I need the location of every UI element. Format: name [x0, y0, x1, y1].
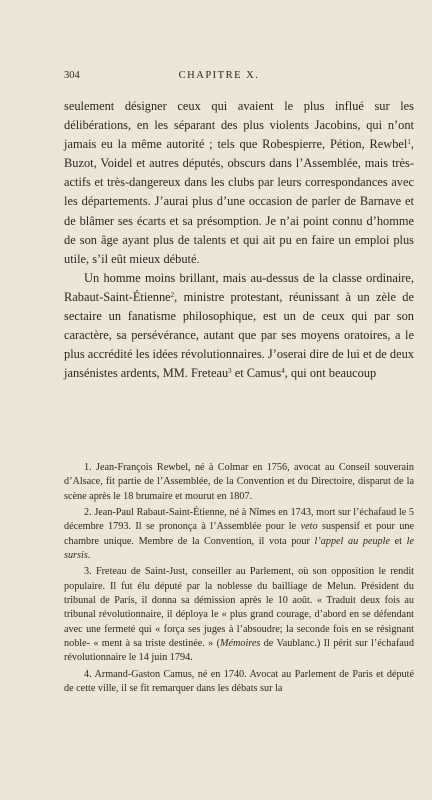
main-text: [64, 97, 414, 383]
footnote-3-text: 3. Freteau de Saint-Just, conseiller au Parlement, où son opposition le rendit populaire. Il fut élu député par la noblesse du bailliage de Melun. Président du tribunal de Paris, il donna sa démission après le 10 août. « Traduit deux fois au tribunal révolutionnaire, il déploya le « plus grand courage, d’abord en se défendant avec une fermeté qui « força ses juges à l’absoudre; la seconde fois en se résignant noble- « ment à sa triste destinée. » (: [64, 566, 414, 650]
footnote-2: [64, 506, 414, 563]
footnote-ref-3: 3: [228, 367, 232, 376]
footnote-ref-1: 1: [407, 138, 411, 147]
chapter-title: CHAPITRE X.: [178, 70, 260, 81]
paragraph-2: [64, 269, 414, 384]
footnote-2-text: 2. Jean-Paul Rabaut-Saint-Étienne, né à Nîmes en 1743, mort sur l’échafaud le 5 décembre 1793. Il se prononça à l’Assemblée pour le: [64, 507, 414, 533]
paragraph-2-text-cont: , ministre protestant, réunissant à un zèle de sectaire un fanatisme philosophique, est un de ceux qui par son caractère, sa persévérance, autant que par ses moyens oratoires, a le plus accrédité les idées révolutionnaires. J’oserai dire de lui et de deux jansénistes ardents, MM. Freteau: [64, 289, 414, 381]
footnote-3-italic-memoires: Mémoires: [219, 638, 261, 650]
footnote-2-text-end: .: [87, 550, 91, 562]
page-number: 304: [64, 70, 80, 81]
footnote-1: 1. Jean-François Rewbel, né à Colmar en 1756, avocat au Conseil souverain d’Alsace, fit partie de l’Assemblée, de la Convention et du Directoire, disparut de la scène après le 18 brumaire et mourut en 1807.: [64, 462, 414, 502]
footnote-ref-4: 4: [281, 367, 285, 376]
footnote-3: [64, 565, 414, 665]
footnote-2-italic-veto: veto: [300, 521, 318, 533]
paragraph-2-text: Un homme moins brillant, mais au-dessus de la classe ordinaire, Rabaut-Saint-Étienne: [64, 270, 414, 304]
paragraph-2-text-cont2: et Camus: [231, 366, 282, 381]
footnote-3-text-cont: de Vaublanc.) Il périt sur l’échafaud révolutionnaire le 14 juin 1794.: [64, 638, 414, 664]
footnotes: [64, 461, 414, 699]
paragraph-2-text-cont3: , qui ont beaucoup: [284, 366, 377, 381]
footnote-ref-2: 2: [170, 290, 175, 299]
footnote-2-text-cont: suspensif et pour une chambre unique. Membre de la Convention, il vota pour: [64, 521, 414, 547]
footnote-4: 4. Armand-Gaston Camus, né en 1740. Avocat au Parlement de Paris et député de cette ville, il se fit remarquer dans les débats sur la: [64, 668, 414, 695]
footnote-2-italic-sursis: le sursis: [64, 535, 415, 562]
paragraph-1: [64, 97, 414, 269]
footnote-2-text-cont2: et: [390, 535, 407, 547]
paragraph-1-text-cont: , Buzot, Voidel et autres députés, obscurs dans l’Assemblée, mais très-actifs et très-dangereux dans les clubs par leurs correspondances avec les départements. J’aurai plus d’une occasion de parler de Barnave et de blâmer ses écarts et sa présomption. Je n’ai point connu d’homme de son âge ayant plus de talents et qui ait pu en faire un emploi plus utile, s’il eût mieux débuté.: [64, 137, 414, 266]
paragraph-1-text: seulement désigner ceux qui avaient le plus influé sur les délibérations, en les séparant des plus violents Jacobins, qui n’ont jamais eu la même autorité ; tels que Robespierre, Pétion, Rewbel: [64, 99, 414, 152]
footnote-2-italic-appel: l’appel au peuple: [314, 535, 391, 547]
running-header: [64, 70, 374, 84]
